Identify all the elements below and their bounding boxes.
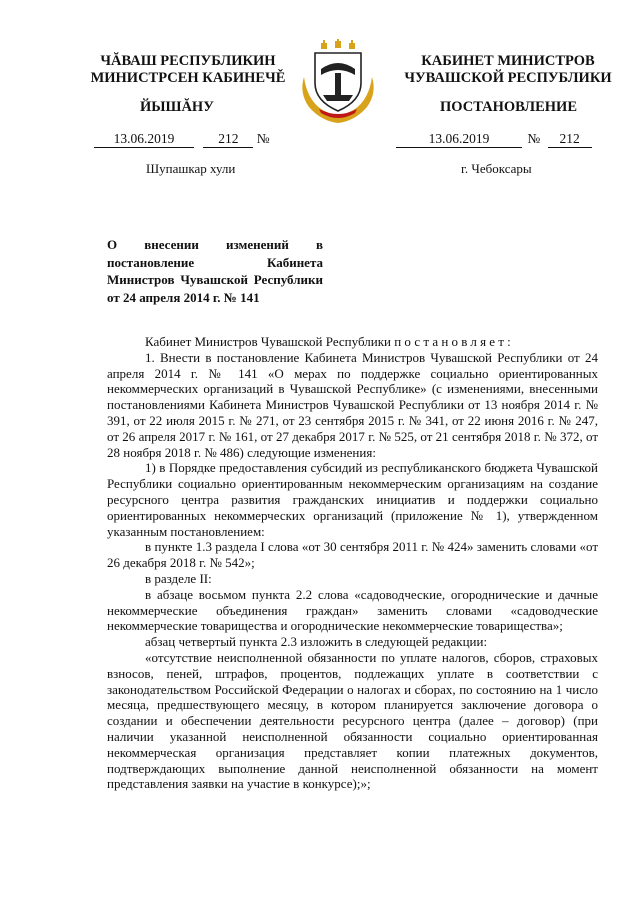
body-paragraph: в пункте 1.3 раздела I слова «от 30 сентября 2011 г. № 424» заменить словами «от 26 декабря 2018 г. № 542»; <box>107 539 598 571</box>
header-left-line2: МИНИСТРСЕН КАБИНЕЧĚ <box>90 70 286 86</box>
header-right-doc-type: ПОСТАНОВЛЕНИЕ <box>440 99 578 115</box>
body-paragraph: в абзаце восьмом пункта 2.2 слова «садоводческие, огороднические и дачные некоммерческие объединения граждан» заменить словами «садоводческие некоммерческие товарищества и огороднические некоммерческие товарищества»; <box>107 586 598 634</box>
body-paragraph: абзац четвертый пункта 2.3 изложить в следующей редакции: <box>145 634 488 650</box>
left-city: Шупашкар хули <box>146 161 236 176</box>
header-left-doc-type: ЙЫШĂНУ <box>140 99 214 115</box>
intro-paragraph <box>107 334 598 350</box>
body-paragraph: 1) в Порядке предоставления субсидий из республиканского бюджета Чувашской Республики социально ориентированным некоммерческим организациям на создание ресурсного центра развития гражданских инициатив и поддержки социально ориентированных некоммерческих организаций (приложение № 1), утвержденном указанным постановлением: <box>107 460 598 539</box>
left-number-sign: № <box>256 131 270 146</box>
body-paragraph: «отсутствие неисполненной обязанности по уплате налогов, сборов, страховых взносов, пеней, штрафов, процентов, подлежащих уплате в соответствии с законодательством Российской Федерации о налогах и сборах, по состоянию на 1 число месяца, предшествующего месяцу, в котором планируется заключение договора о создании и обеспечении деятельности ресурсного центра (далее – договор) (при наличии указанной неисполненной обязанности социально ориентированная некоммерческая организация представляет копии платежных документов, подтверждающих выполнение данной неисполненной обязанности на момент представления заявки на участие в конкурсе);»; <box>107 649 598 792</box>
header-left-date-line <box>94 131 270 148</box>
intro-text: Кабинет Министров Чувашской Республики <box>145 334 395 349</box>
right-city: г. Чебоксары <box>461 161 532 176</box>
header-right-line2: ЧУВАШСКОЙ РЕСПУБЛИКИ <box>404 70 612 86</box>
header-left-authority <box>88 53 288 87</box>
document-subject: О внесении изменений в постановление Кабинета Министров Чувашской Республики от 24 апреля 2014 г. № 141 <box>107 237 323 305</box>
body-paragraph: 1. Внести в постановление Кабинета Министров Чувашской Республики от 24 апреля 2014 г. № 141 «О мерах по поддержке социально ориентированных некоммерческих организаций в Чувашской Республике» (с изменениями, внесенными постановлениями Кабинета Министров Чувашской Республики от 13 ноября 2014 г. № 391, от 22 июля 2015 г. № 271, от 23 сентября 2015 г. № 341, от 22 июня 2016 г. № 247, от 26 апреля 2017 г. № 161, от 27 декабря 2017 г. № 525, от 21 сентября 2018 г. № 372, от 28 ноября 2018 г. № 486) следующие изменения: <box>107 349 598 460</box>
header-left-line1: ЧĂВАШ РЕСПУБЛИКИН <box>100 53 276 69</box>
header-right-line1: КАБИНЕТ МИНИСТРОВ <box>421 53 595 69</box>
left-date: 13.06.2019 <box>94 131 194 148</box>
left-number: 212 <box>203 131 253 148</box>
document-body <box>107 334 598 792</box>
chuvash-emblem-icon <box>297 39 379 125</box>
right-number: 212 <box>548 131 592 148</box>
header-right-authority <box>398 53 618 87</box>
body-paragraph: в разделе II: <box>145 570 212 586</box>
header-right-date-line <box>396 131 592 148</box>
right-date: 13.06.2019 <box>396 131 522 148</box>
right-number-sign: № <box>527 131 541 146</box>
intro-verb: постановляет: <box>394 334 514 349</box>
